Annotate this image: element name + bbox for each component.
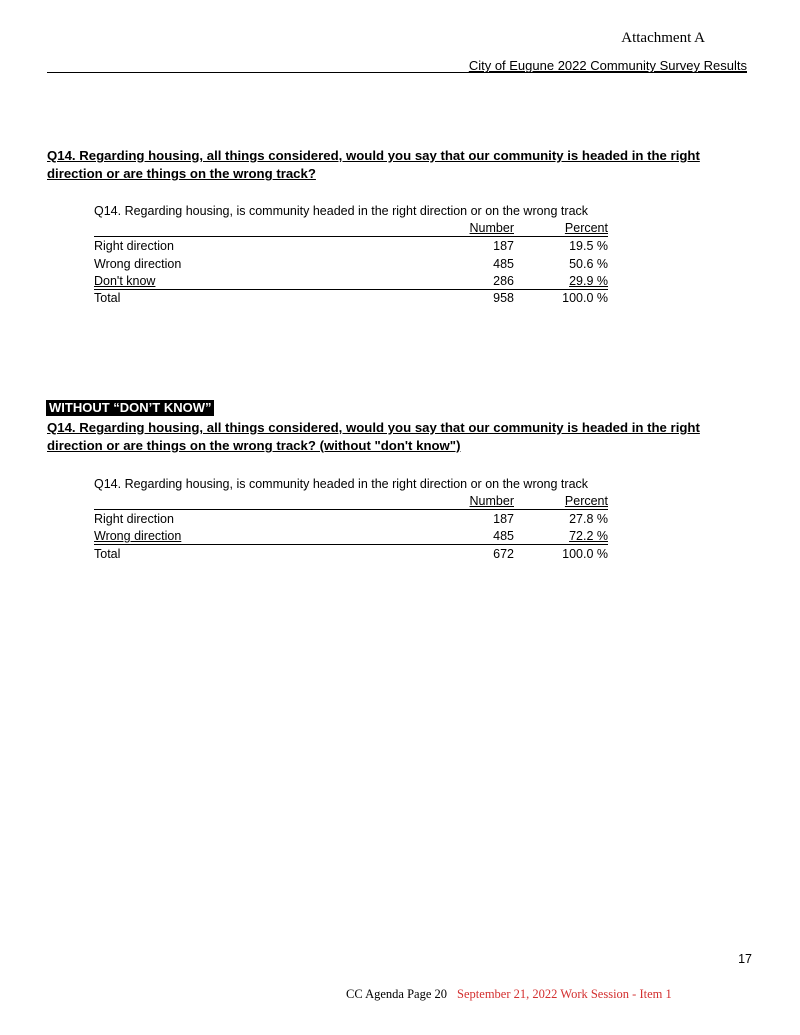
row-label: Wrong direction — [94, 257, 182, 271]
row-percent: 19.5 % — [569, 239, 608, 253]
row-number: 187 — [493, 239, 514, 253]
table-row — [94, 256, 608, 273]
column-header-number: Number — [469, 494, 514, 508]
row-number: 286 — [493, 274, 514, 288]
row-label: Don't know — [94, 274, 156, 288]
table-total-row — [94, 290, 608, 307]
without-dont-know-badge: WITHOUT “DON’T KNOW” — [46, 400, 214, 416]
row-label: Wrong direction — [94, 529, 182, 543]
table-title: Q14. Regarding housing, is community headed in the right direction or on the wrong track — [94, 477, 589, 491]
agenda-page-label: CC Agenda Page 20 — [346, 987, 448, 1001]
table-top-rule — [94, 509, 608, 510]
total-percent: 100.0 % — [562, 547, 608, 561]
header-divider — [47, 72, 747, 73]
column-header-percent: Percent — [564, 494, 608, 508]
document-title: City of Eugune 2022 Community Survey Results — [468, 58, 747, 73]
column-header-number: Number — [469, 221, 514, 235]
row-percent: 29.9 % — [569, 274, 608, 288]
total-label: Total — [94, 291, 121, 305]
row-percent: 50.6 % — [569, 257, 608, 271]
table-total-row — [94, 546, 608, 563]
attachment-label: Attachment A — [621, 30, 705, 46]
table-title: Q14. Regarding housing, is community headed in the right direction or on the wrong track — [94, 204, 589, 218]
row-number: 485 — [493, 257, 514, 271]
row-label: Right direction — [94, 239, 174, 253]
total-percent: 100.0 % — [562, 291, 608, 305]
total-number: 958 — [493, 291, 514, 305]
row-number: 485 — [493, 529, 514, 543]
work-session-label: September 21, 2022 Work Session - Item 1 — [457, 987, 672, 1001]
table-row — [94, 238, 608, 255]
row-percent: 27.8 % — [569, 512, 608, 526]
page-number: 17 — [738, 952, 752, 966]
page-footer — [346, 987, 672, 1002]
question-heading: Q14. Regarding housing, all things considered, would you say that our community is headed in the right direction or are things on the wrong track? (without "don't know") — [47, 420, 700, 453]
table-row — [94, 511, 608, 528]
total-number: 672 — [493, 547, 514, 561]
total-label: Total — [94, 547, 121, 561]
row-label: Right direction — [94, 512, 174, 526]
table-row — [94, 273, 608, 290]
table-row — [94, 528, 608, 545]
row-number: 187 — [493, 512, 514, 526]
table-top-rule — [94, 236, 608, 237]
row-percent: 72.2 % — [569, 529, 608, 543]
column-header-percent: Percent — [564, 221, 608, 235]
table-total-rule — [94, 544, 608, 545]
question-heading: Q14. Regarding housing, all things considered, would you say that our community is headed in the right direction or are things on the wrong track? — [47, 148, 700, 181]
